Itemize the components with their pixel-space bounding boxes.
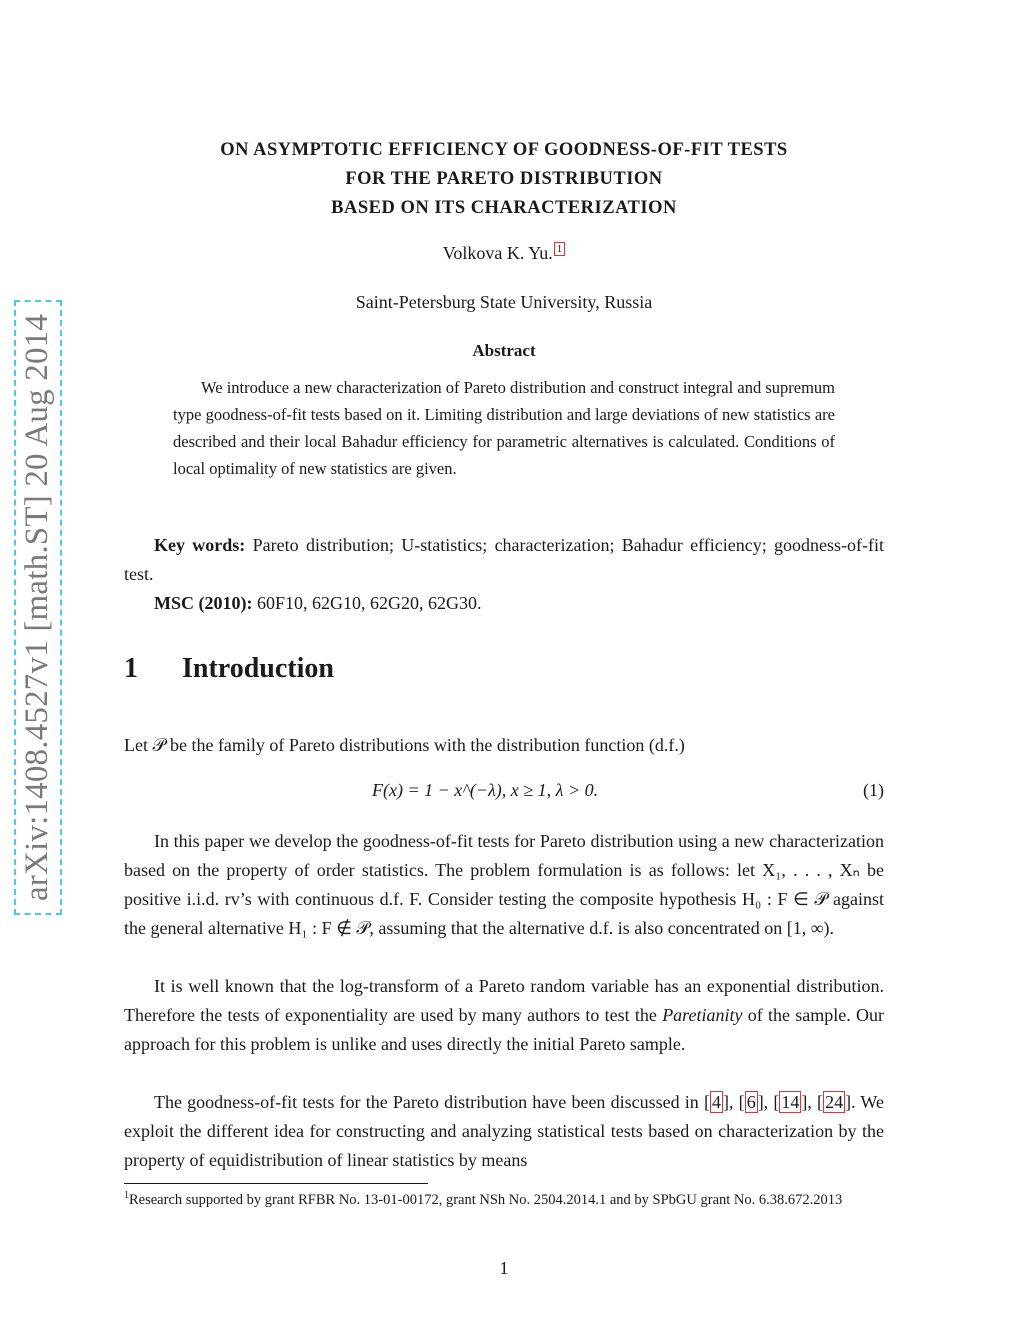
keywords [124,531,884,589]
author-line [124,243,884,264]
paragraph-3-end: of the sample. Our approach for this problem is unlike and uses directly the initial Pareto sample. [124,1005,885,1054]
equation-number: (1) [863,780,884,800]
paragraph-4: The goodness-of-fit tests for the Pareto distribution have been discussed in [ 4 ], [ 6 ], [ 14 ], [ 24 ]. We exploit the different idea for constructing and analyzing statistical tests based on characterization by the property of equidistribution of linear statistics by means [124,1092,884,1170]
section-number: 1 [124,653,138,684]
title-line-2: FOR THE PARETO DISTRIBUTION [345,169,663,189]
author-name: Volkova K. Yu. [442,243,553,263]
paragraph-1: Let 𝒫 be the family of Pareto distributions with the distribution function (d.f.) [124,735,685,755]
footnote-text: Research supported by grant RFBR No. 13-01-00172, grant NSh No. 2504.2014.1 and by SPbGU grant No. 6.38.672.2013 [129,1191,843,1208]
msc-codes [124,589,884,618]
citation-link[interactable]: 24 [825,1092,844,1112]
section-title: Introduction [182,653,334,684]
footnote [124,1184,884,1212]
paragraph-4-end: . We exploit the different idea for constructing and analyzing statistical tests based on characterization by the property of equidistribution of linear statistics by means [124,1092,884,1170]
keywords-label: Key words: [154,535,246,555]
msc-text: 60F10, 62G10, 62G20, 62G30. [256,593,482,613]
citation-link[interactable]: 4 [712,1092,721,1112]
arxiv-stamp-text: arXiv:1408.4527v1 [math.ST] 20 Aug 2014 [19,313,56,902]
footnote-mark: 1 [124,1190,129,1201]
title-line-3: BASED ON ITS CHARACTERIZATION [331,198,677,218]
author-footnote-link[interactable]: 1 [554,242,566,256]
paragraph-3 [124,972,884,1059]
affiliation: Saint-Petersburg State University, Russia [355,292,653,312]
paragraph-2: In this paper we develop the goodness-of-fit tests for Pareto distribution using a new characterization based on the property of order statistics. The problem formulation is as follows: let X₁, . . . , Xₙ be positive i.i.d. rv’s with continuous d.f. F. Consider testing the composite hypothesis H₀ : F ∈ 𝒫 against the general alternative H₁ : F ∉ 𝒫, assuming that the alternative d.f. is also concentrated on [1, ∞). [124,831,884,938]
keywords-text: Pareto distribution; U-statistics; characterization; Bahadur efficiency; goodness-of-fit test. [124,535,885,584]
paragraph-3-start: It is well known that the log-transform of a Pareto random variable has an exponential distribution. Therefore the tests of exponentiality are used by many authors to test the [124,976,884,1025]
paper-title [124,136,884,223]
page-number: 1 [499,1258,509,1278]
paragraph-4-start: The goodness-of-fit tests for the Pareto distribution have been discussed in [154,1092,699,1112]
equation-formula: F(x) = 1 − x^(−λ), x ≥ 1, λ > 0. [372,780,599,800]
section-heading [124,653,334,685]
title-line-1: ON ASYMPTOTIC EFFICIENCY OF GOODNESS-OF-FIT TESTS [220,140,788,160]
citation-link[interactable]: 6 [746,1092,756,1112]
paretianity-term: Paretianity [662,1005,743,1025]
arxiv-stamp[interactable] [14,300,62,915]
citation-link[interactable]: 14 [781,1092,800,1112]
abstract-text: We introduce a new characterization of Pareto distribution and construct integral and supremum type goodness-of-fit tests based on it. Limiting distribution and large deviations of new statistics are described and their local Bahadur efficiency for parametric alternatives is calculated. Conditions of local optimality of new statistics are given. [173,378,835,478]
msc-label: MSC (2010): [154,593,253,613]
abstract-heading: Abstract [472,341,536,360]
